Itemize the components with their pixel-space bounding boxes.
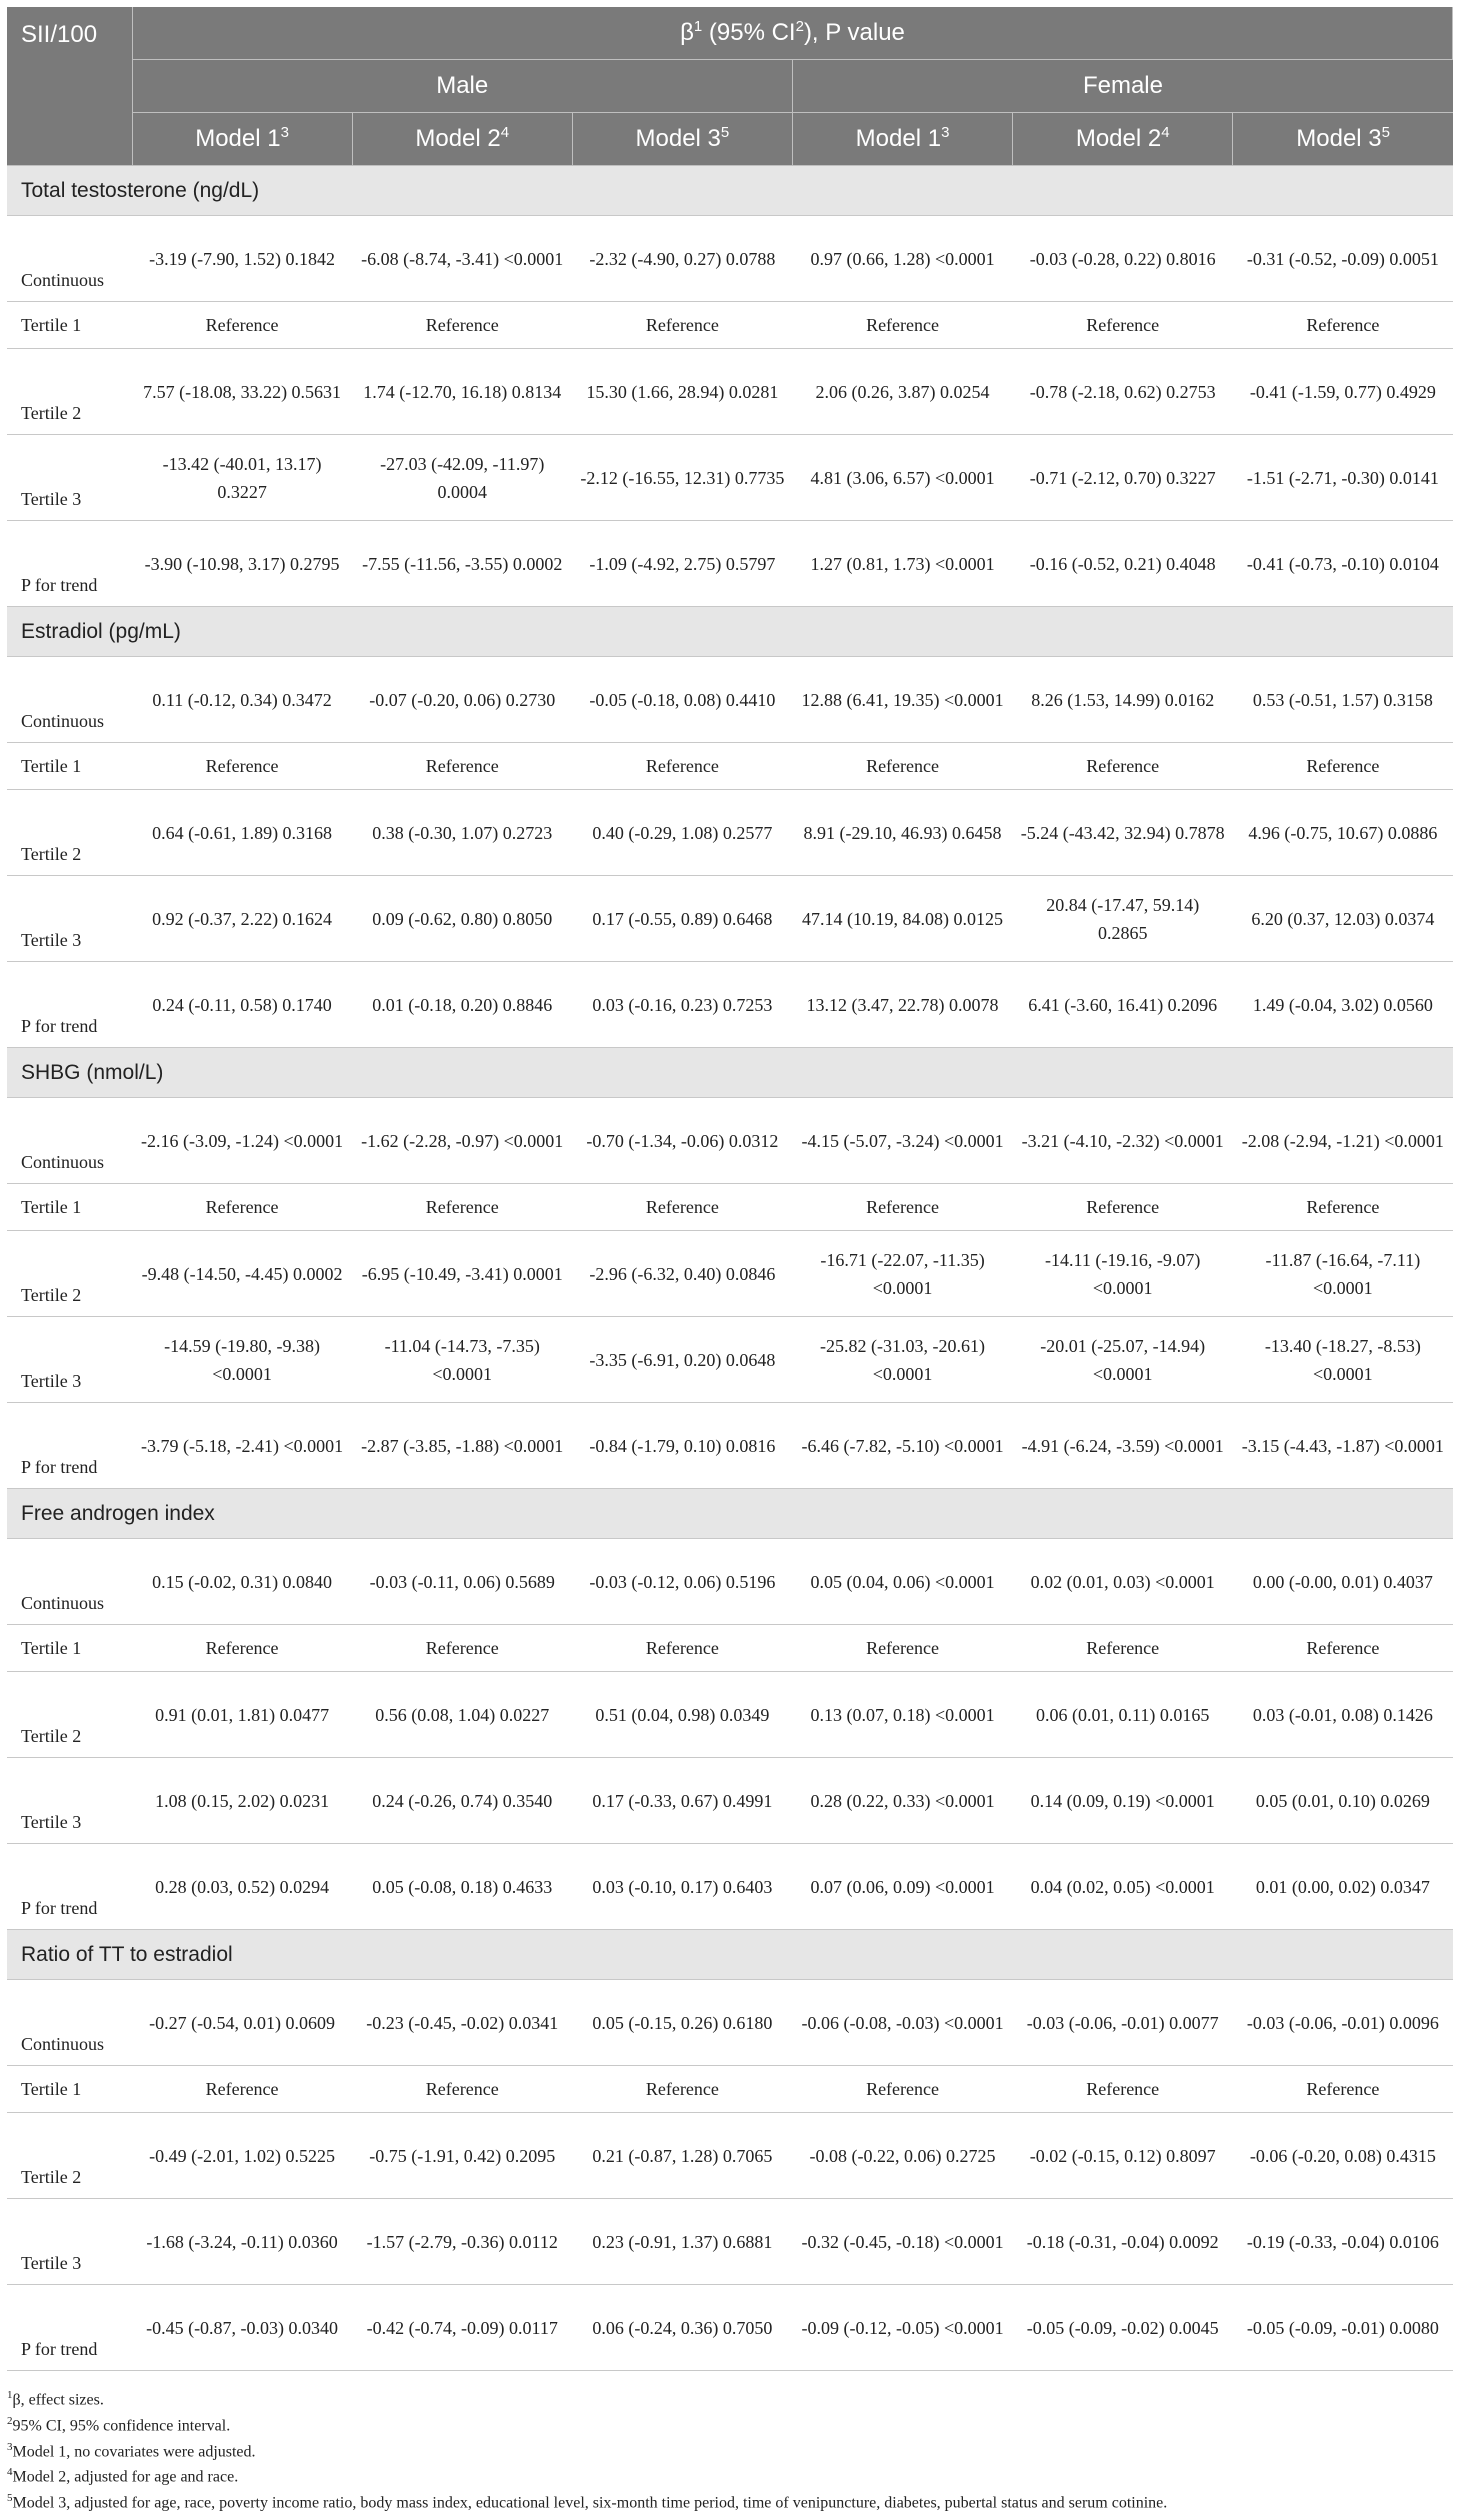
value-cell: 0.53 (-0.51, 1.57) 0.3158 [1233,657,1453,743]
value-cell: 0.51 (0.04, 0.98) 0.0349 [572,1672,792,1758]
value-cell: -3.15 (-4.43, -1.87) <0.0001 [1233,1403,1453,1489]
value-cell: -3.79 (-5.18, -2.41) <0.0001 [132,1403,352,1489]
value-cell: 0.97 (0.66, 1.28) <0.0001 [792,216,1012,302]
value-cell: -0.41 (-0.73, -0.10) 0.0104 [1233,521,1453,607]
value-cell: Reference [132,743,352,790]
footnote-text: Model 3, adjusted for age, race, poverty income ratio, body mass index, educational level, six-month time period, time of venipuncture, diabetes, pubertal status and serum cotinine. [12,2494,1168,2512]
model-header-cell [352,113,572,166]
value-cell: Reference [572,743,792,790]
section-title: SHBG (nmol/L) [7,1048,1453,1098]
value-cell: 0.56 (0.08, 1.04) 0.0227 [352,1672,572,1758]
table-row [7,2199,1453,2285]
value-cell: 8.91 (-29.10, 46.93) 0.6458 [792,790,1012,876]
value-cell: -0.41 (-1.59, 0.77) 0.4929 [1233,349,1453,435]
row-label: Continuous [7,657,132,743]
value-cell: 6.20 (0.37, 12.03) 0.0374 [1233,876,1453,962]
row-label: Tertile 1 [7,1625,132,1672]
table-row [7,1539,1453,1625]
section-title: Free androgen index [7,1489,1453,1539]
table-row [7,1184,1453,1231]
value-cell: Reference [1013,302,1233,349]
section-header-row [7,1930,1453,1980]
value-cell: -11.87 (-16.64, -7.11) <0.0001 [1233,1231,1453,1317]
value-cell: -1.57 (-2.79, -0.36) 0.0112 [352,2199,572,2285]
table-row [7,1098,1453,1184]
value-cell: 0.07 (0.06, 0.09) <0.0001 [792,1844,1012,1930]
value-cell: -2.08 (-2.94, -1.21) <0.0001 [1233,1098,1453,1184]
table-row [7,876,1453,962]
value-cell: Reference [1013,743,1233,790]
table-row [7,657,1453,743]
value-cell: -20.01 (-25.07, -14.94) <0.0001 [1013,1317,1233,1403]
value-cell: 0.21 (-0.87, 1.28) 0.7065 [572,2113,792,2199]
value-cell: Reference [572,2066,792,2113]
value-cell: -3.35 (-6.91, 0.20) 0.0648 [572,1317,792,1403]
table-container [7,7,1453,2514]
table-row [7,1844,1453,1930]
value-cell: Reference [352,743,572,790]
value-cell: -0.05 (-0.09, -0.02) 0.0045 [1013,2285,1233,2371]
value-cell: 0.03 (-0.10, 0.17) 0.6403 [572,1844,792,1930]
value-cell: Reference [132,1184,352,1231]
section-title: Ratio of TT to estradiol [7,1930,1453,1980]
value-cell: 0.06 (0.01, 0.11) 0.0165 [1013,1672,1233,1758]
value-cell: Reference [572,1625,792,1672]
value-cell: 0.03 (-0.01, 0.08) 0.1426 [1233,1672,1453,1758]
value-cell: Reference [1233,2066,1453,2113]
value-cell: -0.32 (-0.45, -0.18) <0.0001 [792,2199,1012,2285]
value-cell: Reference [792,302,1012,349]
value-cell: -3.90 (-10.98, 3.17) 0.2795 [132,521,352,607]
value-cell: -0.03 (-0.28, 0.22) 0.8016 [1013,216,1233,302]
value-cell: 0.06 (-0.24, 0.36) 0.7050 [572,2285,792,2371]
value-cell: 0.05 (0.04, 0.06) <0.0001 [792,1539,1012,1625]
value-cell: Reference [352,302,572,349]
model-label: Model 3 [1296,125,1382,152]
value-cell: Reference [1013,1625,1233,1672]
value-cell: 0.04 (0.02, 0.05) <0.0001 [1013,1844,1233,1930]
value-cell: -6.08 (-8.74, -3.41) <0.0001 [352,216,572,302]
value-cell: Reference [352,1184,572,1231]
value-cell: -0.06 (-0.08, -0.03) <0.0001 [792,1980,1012,2066]
value-cell: 0.11 (-0.12, 0.34) 0.3472 [132,657,352,743]
value-cell: Reference [1013,1184,1233,1231]
value-cell: -5.24 (-43.42, 32.94) 0.7878 [1013,790,1233,876]
value-cell: -1.51 (-2.71, -0.30) 0.0141 [1233,435,1453,521]
row-label: Tertile 3 [7,876,132,962]
value-cell: 0.05 (0.01, 0.10) 0.0269 [1233,1758,1453,1844]
value-cell: 47.14 (10.19, 84.08) 0.0125 [792,876,1012,962]
value-cell: Reference [792,2066,1012,2113]
value-cell: -7.55 (-11.56, -3.55) 0.0002 [352,521,572,607]
model-header-cell [792,113,1012,166]
table-row [7,743,1453,790]
model-header-row [7,113,1453,166]
table-row [7,1758,1453,1844]
row-label: Tertile 3 [7,2199,132,2285]
value-cell: 1.08 (0.15, 2.02) 0.0231 [132,1758,352,1844]
value-cell: Reference [132,302,352,349]
row-label: Tertile 2 [7,2113,132,2199]
value-cell: 13.12 (3.47, 22.78) 0.0078 [792,962,1012,1048]
value-cell: Reference [572,1184,792,1231]
row-label: P for trend [7,2285,132,2371]
value-cell: -0.49 (-2.01, 1.02) 0.5225 [132,2113,352,2199]
value-cell: 7.57 (-18.08, 33.22) 0.5631 [132,349,352,435]
model-footnote-ref: 4 [500,124,510,141]
value-cell: -25.82 (-31.03, -20.61) <0.0001 [792,1317,1012,1403]
table-row [7,2066,1453,2113]
footnote-line [7,2462,1453,2488]
section-header-row [7,1489,1453,1539]
value-cell: -0.71 (-2.12, 0.70) 0.3227 [1013,435,1233,521]
footnote-number: 2 [7,2414,13,2427]
value-cell: -4.15 (-5.07, -3.24) <0.0001 [792,1098,1012,1184]
row-label: Tertile 3 [7,435,132,521]
value-cell: -0.07 (-0.20, 0.06) 0.2730 [352,657,572,743]
footnote-text: β, effect sizes. [12,2391,104,2409]
row-label: Continuous [7,1098,132,1184]
value-cell: -0.31 (-0.52, -0.09) 0.0051 [1233,216,1453,302]
value-cell: -0.70 (-1.34, -0.06) 0.0312 [572,1098,792,1184]
row-label: Tertile 1 [7,743,132,790]
table-row [7,1625,1453,1672]
footnote-text: Model 1, no covariates were adjusted. [12,2442,256,2460]
footnote-line [7,2411,1453,2437]
group-header-female: Female [792,60,1452,113]
beta-symbol: β [680,19,694,46]
value-cell: 0.24 (-0.11, 0.58) 0.1740 [132,962,352,1048]
value-cell: Reference [132,1625,352,1672]
table-row [7,1980,1453,2066]
value-cell: -4.91 (-6.24, -3.59) <0.0001 [1013,1403,1233,1489]
value-cell: 0.14 (0.09, 0.19) <0.0001 [1013,1758,1233,1844]
model-label: Model 1 [195,125,281,152]
value-cell: -0.84 (-1.79, 0.10) 0.0816 [572,1403,792,1489]
value-cell: -0.16 (-0.52, 0.21) 0.4048 [1013,521,1233,607]
value-cell: Reference [1233,1625,1453,1672]
value-cell: Reference [132,2066,352,2113]
value-cell: 0.15 (-0.02, 0.31) 0.0840 [132,1539,352,1625]
model-label: Model 2 [1075,125,1162,152]
value-cell: -27.03 (-42.09, -11.97) 0.0004 [352,435,572,521]
row-label: P for trend [7,1844,132,1930]
footnote-text: Model 2, adjusted for age and race. [12,2468,239,2486]
row-label: Tertile 1 [7,302,132,349]
title-end-text: ), P value [803,19,905,46]
value-cell: -6.46 (-7.82, -5.10) <0.0001 [792,1403,1012,1489]
value-cell: -0.05 (-0.18, 0.08) 0.4410 [572,657,792,743]
value-cell: -0.78 (-2.18, 0.62) 0.2753 [1013,349,1233,435]
title-mid-text: (95% CI [702,19,796,46]
value-cell: Reference [352,1625,572,1672]
model-footnote-ref: 5 [720,124,730,141]
value-cell: 1.27 (0.81, 1.73) <0.0001 [792,521,1012,607]
value-cell: 12.88 (6.41, 19.35) <0.0001 [792,657,1012,743]
section-header-row [7,1048,1453,1098]
model-footnote-ref: 4 [1161,124,1170,141]
value-cell: -0.42 (-0.74, -0.09) 0.0117 [352,2285,572,2371]
value-cell: -2.87 (-3.85, -1.88) <0.0001 [352,1403,572,1489]
footnote-number: 3 [7,2440,13,2453]
table-row [7,521,1453,607]
value-cell: -0.45 (-0.87, -0.03) 0.0340 [132,2285,352,2371]
table-row [7,790,1453,876]
value-cell: -1.68 (-3.24, -0.11) 0.0360 [132,2199,352,2285]
value-cell: 0.28 (0.03, 0.52) 0.0294 [132,1844,352,1930]
value-cell: 0.23 (-0.91, 1.37) 0.6881 [572,2199,792,2285]
footnote-line [7,2385,1453,2411]
group-header-male: Male [132,60,792,113]
value-cell: -0.09 (-0.12, -0.05) <0.0001 [792,2285,1012,2371]
table-row [7,349,1453,435]
value-cell: -0.19 (-0.33, -0.04) 0.0106 [1233,2199,1453,2285]
value-cell: -0.03 (-0.12, 0.06) 0.5196 [572,1539,792,1625]
value-cell: Reference [352,2066,572,2113]
model-footnote-ref: 3 [941,124,950,141]
value-cell: -0.05 (-0.09, -0.01) 0.0080 [1233,2285,1453,2371]
row-label: Tertile 1 [7,2066,132,2113]
value-cell: 6.41 (-3.60, 16.41) 0.2096 [1013,962,1233,1048]
value-cell: 0.28 (0.22, 0.33) <0.0001 [792,1758,1012,1844]
value-cell: -3.21 (-4.10, -2.32) <0.0001 [1013,1098,1233,1184]
model-footnote-ref: 3 [280,124,289,141]
row-label: P for trend [7,521,132,607]
row-label: Tertile 3 [7,1317,132,1403]
value-cell: -1.62 (-2.28, -0.97) <0.0001 [352,1098,572,1184]
value-cell: 0.24 (-0.26, 0.74) 0.3540 [352,1758,572,1844]
results-table [7,7,1453,2371]
value-cell: -11.04 (-14.73, -7.35) <0.0001 [352,1317,572,1403]
value-cell: Reference [1233,743,1453,790]
model-header-cell [1233,113,1453,166]
value-cell: Reference [572,302,792,349]
corner-cell: SII/100 [7,7,132,166]
row-label: Tertile 2 [7,349,132,435]
value-cell: -2.12 (-16.55, 12.31) 0.7735 [572,435,792,521]
value-cell: 0.17 (-0.55, 0.89) 0.6468 [572,876,792,962]
table-row [7,302,1453,349]
model-label: Model 1 [855,125,942,152]
table-row [7,435,1453,521]
row-label: Continuous [7,1539,132,1625]
value-cell: -6.95 (-10.49, -3.41) 0.0001 [352,1231,572,1317]
row-label: Tertile 2 [7,790,132,876]
model-label: Model 2 [415,125,501,152]
ci-footnote-ref: 2 [795,18,804,35]
value-cell: -13.40 (-18.27, -8.53) <0.0001 [1233,1317,1453,1403]
value-cell: 4.81 (3.06, 6.57) <0.0001 [792,435,1012,521]
value-cell: 20.84 (-17.47, 59.14) 0.2865 [1013,876,1233,962]
table-row [7,1672,1453,1758]
value-cell: 8.26 (1.53, 14.99) 0.0162 [1013,657,1233,743]
value-cell: Reference [792,743,1012,790]
footnote-line [7,2488,1453,2514]
value-cell: -0.03 (-0.06, -0.01) 0.0077 [1013,1980,1233,2066]
value-cell: Reference [1013,2066,1233,2113]
table-row [7,216,1453,302]
row-label: Tertile 2 [7,1231,132,1317]
value-cell: 0.01 (-0.18, 0.20) 0.8846 [352,962,572,1048]
footnote-line [7,2437,1453,2463]
value-cell: -2.96 (-6.32, 0.40) 0.0846 [572,1231,792,1317]
value-cell: -0.23 (-0.45, -0.02) 0.0341 [352,1980,572,2066]
value-cell: -0.27 (-0.54, 0.01) 0.0609 [132,1980,352,2066]
value-cell: 0.09 (-0.62, 0.80) 0.8050 [352,876,572,962]
value-cell: 0.00 (-0.00, 0.01) 0.4037 [1233,1539,1453,1625]
row-label: P for trend [7,1403,132,1489]
row-label: Tertile 2 [7,1672,132,1758]
row-label: Continuous [7,216,132,302]
value-cell: 0.92 (-0.37, 2.22) 0.1624 [132,876,352,962]
value-cell: 0.05 (-0.15, 0.26) 0.6180 [572,1980,792,2066]
value-cell: -0.08 (-0.22, 0.06) 0.2725 [792,2113,1012,2199]
row-label: Tertile 1 [7,1184,132,1231]
value-cell: -16.71 (-22.07, -11.35) <0.0001 [792,1231,1012,1317]
table-row [7,2285,1453,2371]
model-label: Model 3 [635,125,721,152]
value-cell: 0.05 (-0.08, 0.18) 0.4633 [352,1844,572,1930]
value-cell: 0.38 (-0.30, 1.07) 0.2723 [352,790,572,876]
value-cell: -14.59 (-19.80, -9.38) <0.0001 [132,1317,352,1403]
value-cell: 15.30 (1.66, 28.94) 0.0281 [572,349,792,435]
value-cell: 0.40 (-0.29, 1.08) 0.2577 [572,790,792,876]
value-cell: 1.74 (-12.70, 16.18) 0.8134 [352,349,572,435]
row-label: P for trend [7,962,132,1048]
value-cell: -2.32 (-4.90, 0.27) 0.0788 [572,216,792,302]
footnote-number: 1 [7,2389,13,2401]
value-cell: 0.91 (0.01, 1.81) 0.0477 [132,1672,352,1758]
table-row [7,1403,1453,1489]
section-title: Total testosterone (ng/dL) [7,166,1453,216]
table-header [7,7,1453,166]
table-title-cell [132,7,1453,60]
value-cell: -14.11 (-19.16, -9.07) <0.0001 [1013,1231,1233,1317]
value-cell: 0.13 (0.07, 0.18) <0.0001 [792,1672,1012,1758]
value-cell: Reference [792,1625,1012,1672]
value-cell: 0.02 (0.01, 0.03) <0.0001 [1013,1539,1233,1625]
model-header-cell [132,113,352,166]
value-cell: -13.42 (-40.01, 13.17) 0.3227 [132,435,352,521]
table-row [7,1231,1453,1317]
value-cell: 2.06 (0.26, 3.87) 0.0254 [792,349,1012,435]
table-row [7,962,1453,1048]
value-cell: -0.03 (-0.06, -0.01) 0.0096 [1233,1980,1453,2066]
section-header-row [7,166,1453,216]
value-cell: Reference [1233,302,1453,349]
model-header-cell [1013,113,1233,166]
table-row [7,1317,1453,1403]
value-cell: -0.75 (-1.91, 0.42) 0.2095 [352,2113,572,2199]
footnote-text: 95% CI, 95% confidence interval. [12,2417,231,2435]
section-title: Estradiol (pg/mL) [7,607,1453,657]
value-cell: 0.64 (-0.61, 1.89) 0.3168 [132,790,352,876]
value-cell: -0.03 (-0.11, 0.06) 0.5689 [352,1539,572,1625]
model-header-cell [572,113,792,166]
beta-footnote-ref: 1 [693,18,703,35]
value-cell: -3.19 (-7.90, 1.52) 0.1842 [132,216,352,302]
value-cell: Reference [1233,1184,1453,1231]
value-cell: 0.01 (0.00, 0.02) 0.0347 [1233,1844,1453,1930]
value-cell: 0.17 (-0.33, 0.67) 0.4991 [572,1758,792,1844]
section-header-row [7,607,1453,657]
row-label: Continuous [7,1980,132,2066]
row-label: Tertile 3 [7,1758,132,1844]
footnote-number: 4 [7,2466,13,2479]
model-footnote-ref: 5 [1381,124,1390,141]
value-cell: -0.02 (-0.15, 0.12) 0.8097 [1013,2113,1233,2199]
value-cell: -1.09 (-4.92, 2.75) 0.5797 [572,521,792,607]
table-body [7,166,1453,2371]
value-cell: -2.16 (-3.09, -1.24) <0.0001 [132,1098,352,1184]
table-row [7,2113,1453,2199]
value-cell: -0.06 (-0.20, 0.08) 0.4315 [1233,2113,1453,2199]
value-cell: -0.18 (-0.31, -0.04) 0.0092 [1013,2199,1233,2285]
value-cell: 4.96 (-0.75, 10.67) 0.0886 [1233,790,1453,876]
value-cell: -9.48 (-14.50, -4.45) 0.0002 [132,1231,352,1317]
value-cell: 1.49 (-0.04, 3.02) 0.0560 [1233,962,1453,1048]
value-cell: Reference [792,1184,1012,1231]
value-cell: 0.03 (-0.16, 0.23) 0.7253 [572,962,792,1048]
footnotes [7,2385,1453,2514]
footnote-number: 5 [7,2492,13,2505]
